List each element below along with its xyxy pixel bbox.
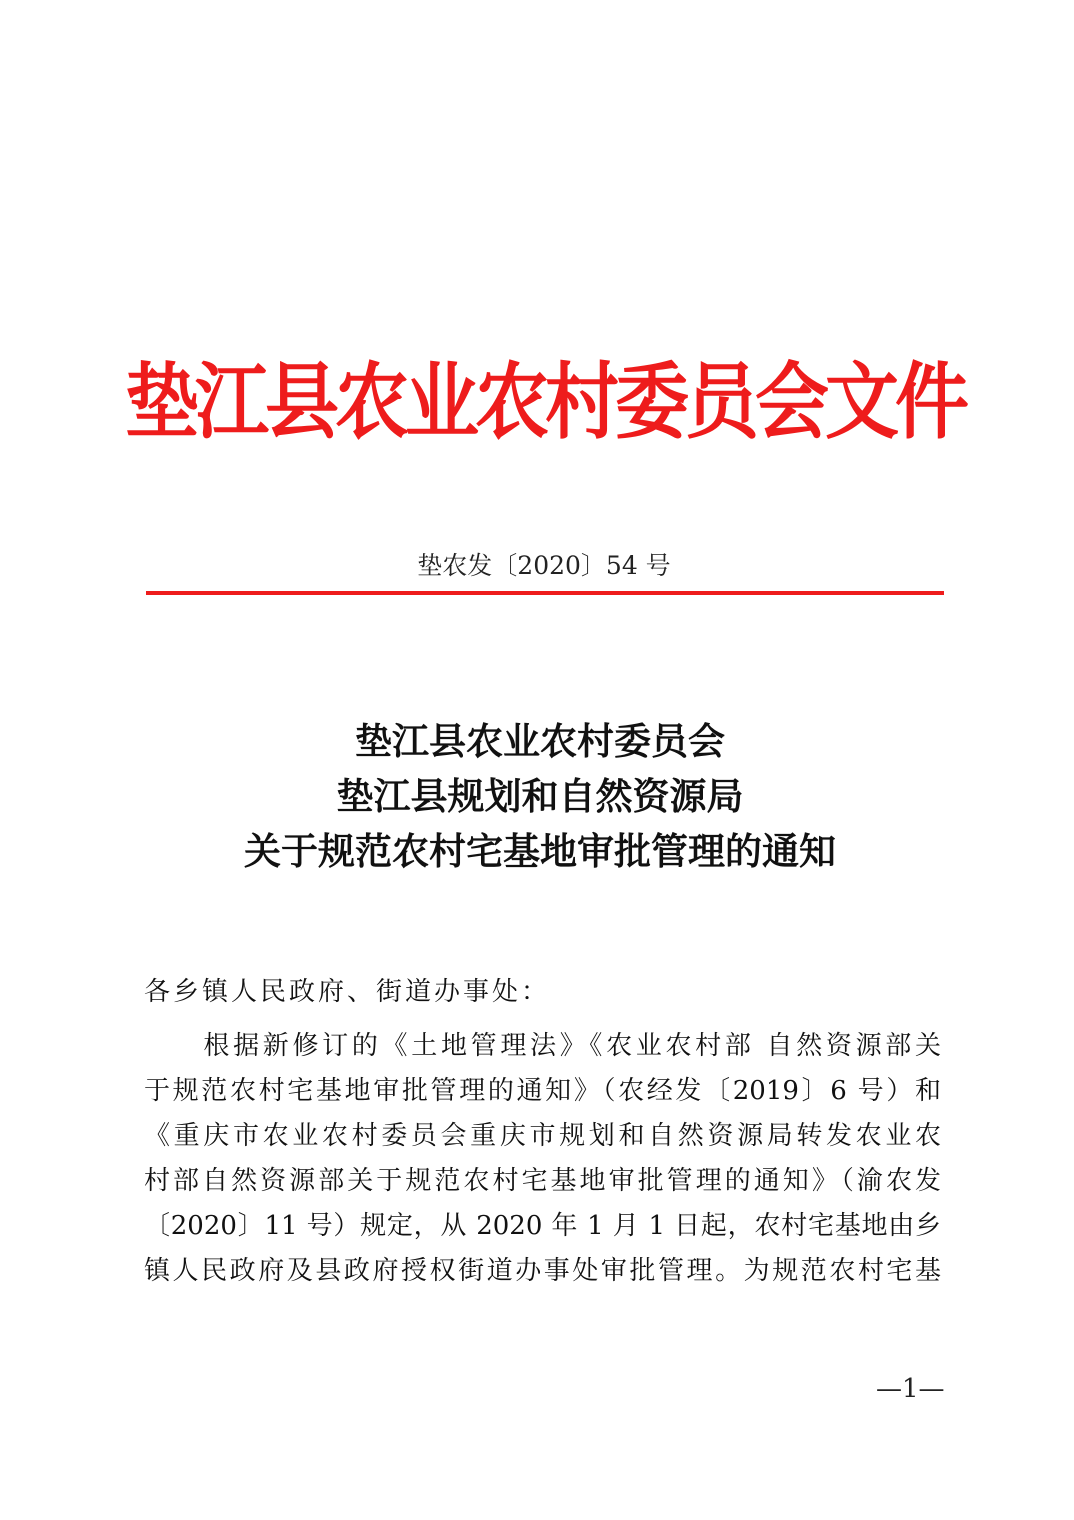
body-paragraph <box>144 1024 941 1294</box>
red-separator-line <box>146 591 944 595</box>
body-line: 《重庆市农业农村委员会重庆市规划和自然资源局转发农业农 <box>144 1121 941 1151</box>
body-line: 村部自然资源部关于规范农村宅基地审批管理的通知》（渝农发 <box>144 1166 941 1196</box>
body-line: 镇人民政府及县政府授权街道办事处审批管理。为规范农村宅基 <box>144 1256 941 1286</box>
document-number: 垫农发〔2020〕54 号 <box>417 551 671 580</box>
title-line-1: 垫江县农业农村委员会 <box>355 720 725 763</box>
title-line-3: 关于规范农村宅基地审批管理的通知 <box>244 830 836 873</box>
body-line: 根据新修订的《土地管理法》《农业农村部 自然资源部关 <box>144 1031 941 1061</box>
salutation: 各乡镇人民政府、街道办事处： <box>144 977 551 1007</box>
issuer-header-title: 垫江县农业农村委员会文件 <box>125 354 965 451</box>
page-number: —1— <box>876 1374 945 1404</box>
title-line-2: 垫江县规划和自然资源局 <box>336 775 744 818</box>
body-line: 于规范农村宅基地审批管理的通知》（农经发〔2019〕6 号）和 <box>144 1076 941 1106</box>
body-line: 〔2020〕11 号）规定，从 2020 年 1 月 1 日起，农村宅基地由乡 <box>144 1211 941 1241</box>
document-title <box>0 714 1074 879</box>
